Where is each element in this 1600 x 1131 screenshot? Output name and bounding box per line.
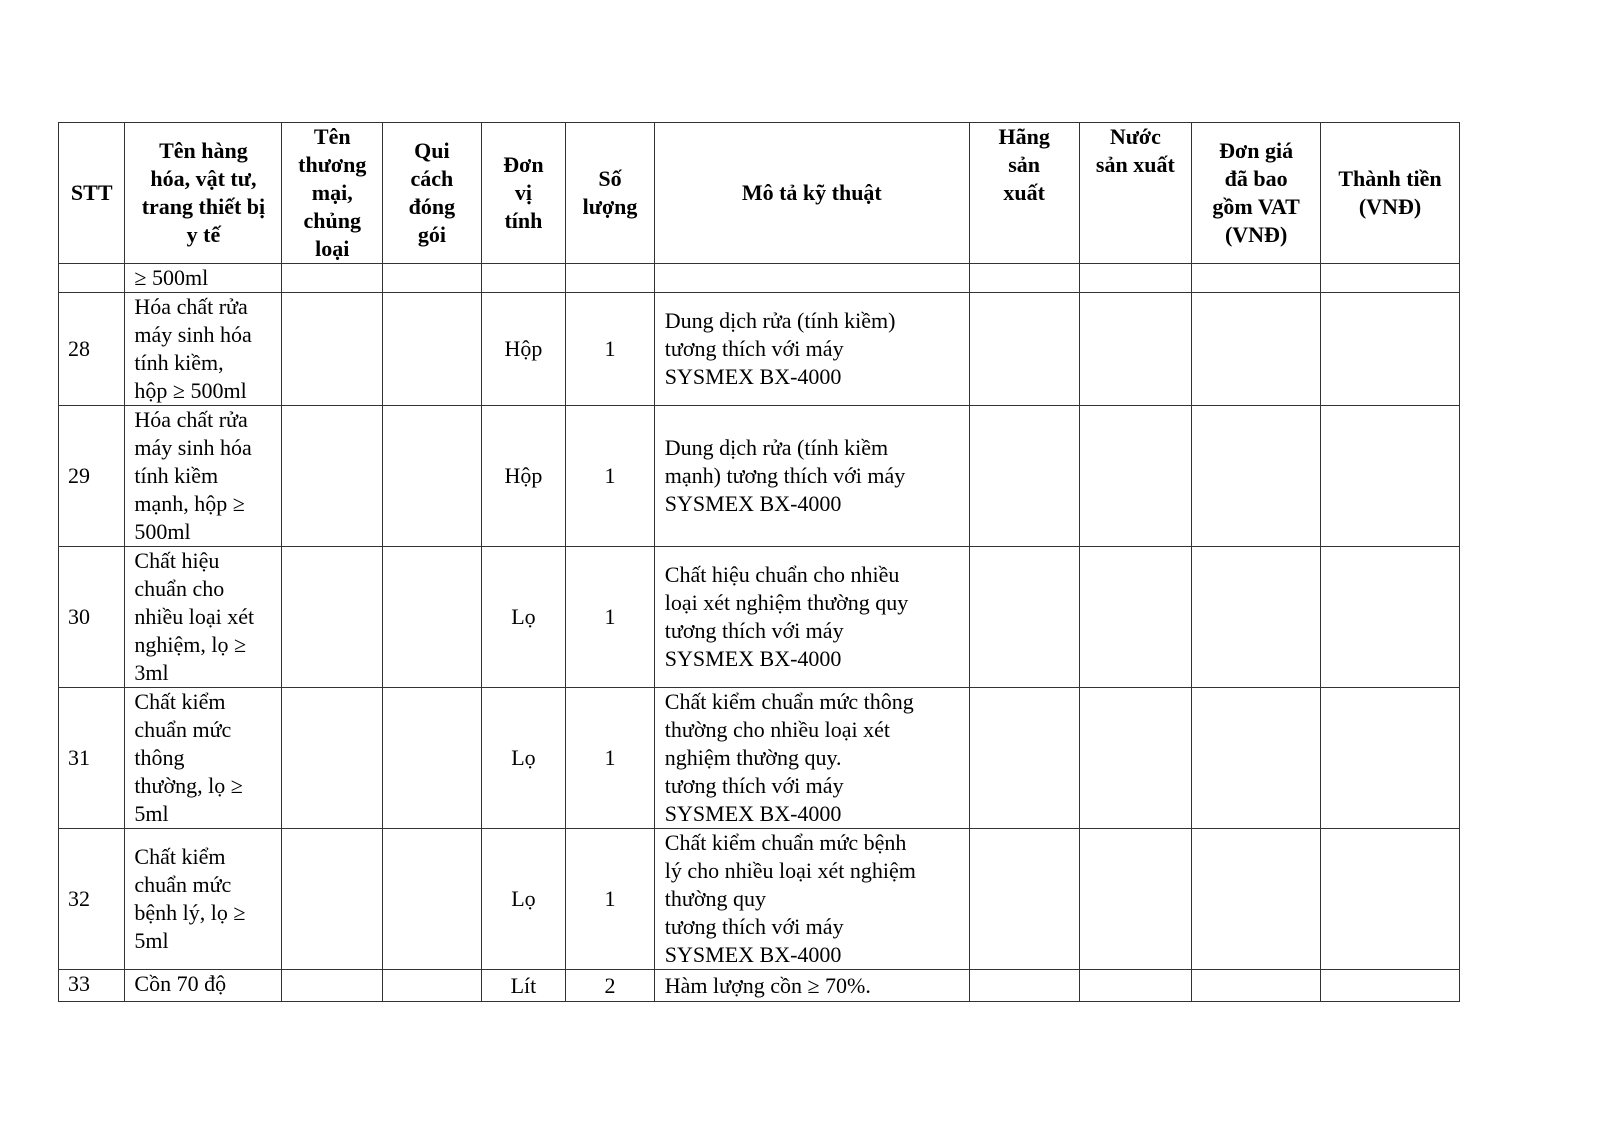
row-stt: 33 xyxy=(59,970,125,1002)
row-unit: Hộp xyxy=(481,293,566,406)
row-stt: 29 xyxy=(59,406,125,547)
item-name: Cồn 70 độ xyxy=(125,970,282,1002)
table-row xyxy=(59,406,1460,547)
item-name: Chất kiểm chuẩn mức bệnh lý, lọ ≥ 5ml xyxy=(125,829,282,970)
row-description: Dung dịch rửa (tính kiềm) tương thích với máy SYSMEX BX-4000 xyxy=(654,293,969,406)
header-unit-price: Đơn giá đã bao gồm VAT (VNĐ) xyxy=(1192,123,1321,264)
row-quantity: 2 xyxy=(566,970,655,1002)
row-quantity: 1 xyxy=(566,829,655,970)
row-description: Chất kiểm chuẩn mức thông thường cho nhiều loại xét nghiệm thường quy. tương thích với máy SYSMEX BX-4000 xyxy=(654,688,969,829)
row-unit: Lít xyxy=(481,970,566,1002)
table-row xyxy=(59,970,1460,1002)
table-row xyxy=(59,293,1460,406)
header-total: Thành tiền (VNĐ) xyxy=(1321,123,1460,264)
row-stt: 32 xyxy=(59,829,125,970)
header-item-name: Tên hàng hóa, vật tư, trang thiết bị y tế xyxy=(125,123,282,264)
row-stt: 31 xyxy=(59,688,125,829)
item-name: Chất hiệu chuẩn cho nhiều loại xét nghiệm, lọ ≥ 3ml xyxy=(125,547,282,688)
table-row xyxy=(59,829,1460,970)
row-unit: Lọ xyxy=(481,829,566,970)
row-stt: 30 xyxy=(59,547,125,688)
row-quantity: 1 xyxy=(566,293,655,406)
row-description: Hàm lượng cồn ≥ 70%. xyxy=(654,970,969,1002)
item-name: Hóa chất rửa máy sinh hóa tính kiềm, hộp ≥ 500ml xyxy=(125,293,282,406)
header-trade-name: Tên thương mại, chủng loại xyxy=(282,123,383,264)
row-quantity: 1 xyxy=(566,547,655,688)
row-description: Chất hiệu chuẩn cho nhiều loại xét nghiệm thường quy tương thích với máy SYSMEX BX-4000 xyxy=(654,547,969,688)
table-row xyxy=(59,688,1460,829)
row-unit: Hộp xyxy=(481,406,566,547)
header-stt: STT xyxy=(59,123,125,264)
header-manufacturer: Hãng sản xuất xyxy=(969,123,1079,264)
row-description: Chất kiểm chuẩn mức bệnh lý cho nhiều loại xét nghiệm thường quy tương thích với máy SYSMEX BX-4000 xyxy=(654,829,969,970)
item-name: ≥ 500ml xyxy=(125,264,282,293)
row-unit: Lọ xyxy=(481,688,566,829)
table-row-continuation xyxy=(59,264,1460,293)
header-unit: Đơn vị tính xyxy=(481,123,566,264)
header-quantity: Số lượng xyxy=(566,123,655,264)
header-row xyxy=(59,123,1460,264)
table-row xyxy=(59,547,1460,688)
row-quantity: 1 xyxy=(566,406,655,547)
row-quantity: 1 xyxy=(566,688,655,829)
row-description: Dung dịch rửa (tính kiềm mạnh) tương thích với máy SYSMEX BX-4000 xyxy=(654,406,969,547)
header-description: Mô tả kỹ thuật xyxy=(654,123,969,264)
procurement-table xyxy=(58,122,1460,1002)
row-stt: 28 xyxy=(59,293,125,406)
row-unit: Lọ xyxy=(481,547,566,688)
item-name: Chất kiểm chuẩn mức thông thường, lọ ≥ 5ml xyxy=(125,688,282,829)
header-packaging: Qui cách đóng gói xyxy=(383,123,482,264)
header-country: Nước sản xuất xyxy=(1079,123,1192,264)
item-name: Hóa chất rửa máy sinh hóa tính kiềm mạnh, hộp ≥ 500ml xyxy=(125,406,282,547)
